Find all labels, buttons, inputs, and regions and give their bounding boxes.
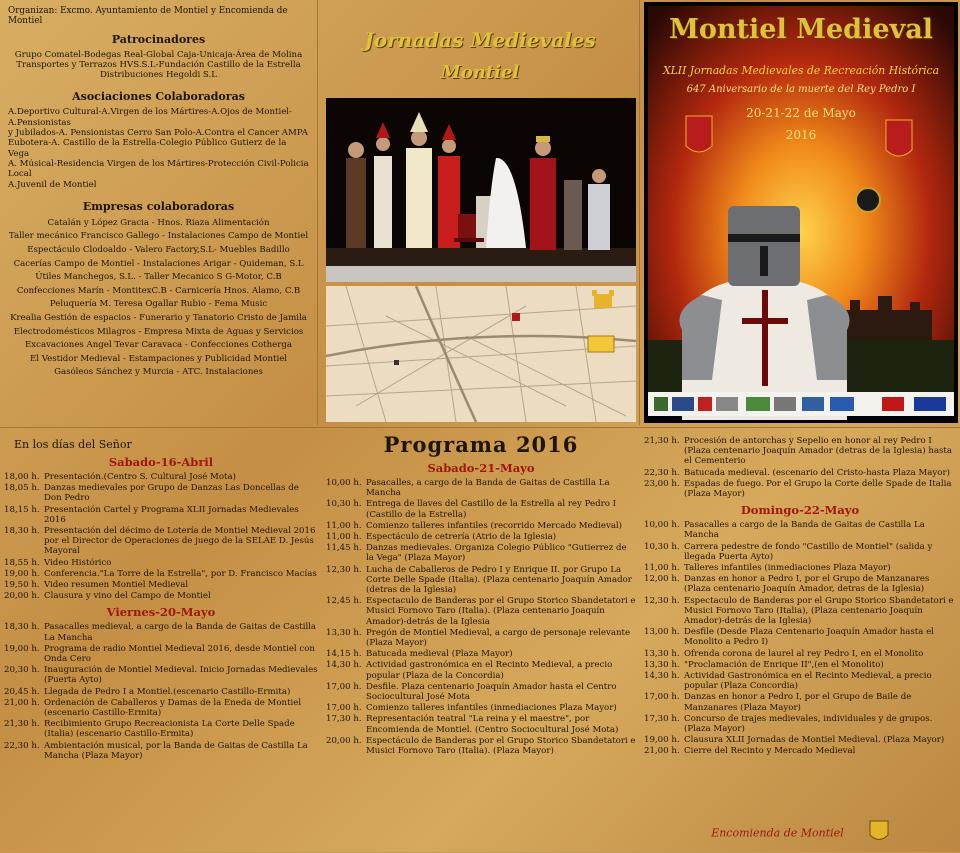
program-event (644, 436, 956, 467)
town-map (326, 286, 636, 422)
event-description: Procesión de antorchas y Sepelio en honor al rey Pedro I (Plaza centenario Joaquín Amador (detras de la Iglesia) hasta el Cementerio (684, 436, 953, 467)
event-time: 17,30 h. (644, 713, 680, 724)
program-event (644, 660, 956, 670)
event-description: Lucha de Caballeros de Pedro I y Enrique II. por Grupo La Corte Delle Spade (Italia). (Plaza centenario Joaquín Amador (detras de la Iglesia) (366, 564, 632, 596)
event-description: Pasacalles a cargo de la Banda de Gaitas de Castilla La Mancha (684, 520, 925, 541)
list-line: A.Juvenil de Montiel (8, 179, 97, 190)
program-event (644, 746, 956, 756)
event-description: Espadas de fuego. Por el Grupo la Corte delle Spade de Italia (Plaza Mayor) (684, 478, 952, 500)
empresas-list (8, 217, 309, 380)
theatre-photo (326, 98, 636, 282)
event-description: Programa de radio Montiel Medieval 2016, desde Montiel con Onda Cero (44, 643, 315, 665)
program-event (644, 671, 956, 691)
event-description: Danzas en honor a Pedro I, por el Grupo de Manzanares (Plaza centenario Joaquín Amador, detras de la Iglesia) (684, 574, 930, 595)
list-line: y Jubilados-A. Pensionistas Cerro San Polo-A.Contra el Cancer AMPA (8, 128, 308, 139)
event-time: 18,15 h. (4, 504, 40, 515)
program-event (326, 649, 636, 659)
event-description: "Proclamación de Enrique II",(en el Monolito) (684, 659, 884, 670)
event-description: Espectáculo de cetrería (Atrio de la Iglesia) (366, 532, 557, 543)
program-event (326, 543, 636, 563)
map-label-box (588, 336, 614, 352)
program-event (644, 596, 956, 627)
program-event (4, 505, 318, 525)
poster-title: Montiel Medieval (669, 14, 933, 45)
list-line: Excavaciones Angel Tevar Caravaca - Confecciones Cotherga (25, 340, 292, 351)
program-footer: Encomienda de Montiel (711, 826, 844, 840)
event-description: Carrera pedestre de fondo "Castillo de Montiel" (salida y llegada Puerta Ayto) (684, 541, 933, 562)
organizan-line: Organizan: Excmo. Ayuntamiento de Montiel y Encomienda de Montiel (8, 6, 288, 27)
event-time: 20,00 h. (4, 591, 40, 602)
program-intro: En los días del Señor (14, 438, 132, 451)
program-event (4, 472, 318, 482)
program-event (326, 532, 636, 542)
program-event (4, 558, 318, 568)
program-event (644, 714, 956, 734)
program-event (4, 719, 318, 739)
program-event (644, 479, 956, 499)
list-line: Taller mecánico Francisco Gallego - Instalaciones Campo de Montiel (8, 231, 309, 242)
event-time: 10,00 h. (644, 520, 680, 531)
day-heading: Sabado-21-Mayo (427, 461, 535, 475)
list-line: Confecciones Marín - MontitexC.B - Carnicería Hnos. Alamo, C.B (16, 285, 301, 296)
event-description: Danzas medievales. Organiza Colegio Público "Gutierrez de la Vega" (Plaza Mayor) (366, 543, 627, 564)
event-description: Batucada medieval (Plaza Mayor) (366, 649, 513, 660)
event-time: 11,00 h. (326, 532, 362, 543)
event-description: Pregón de Montiel Medieval, a cargo de personaje relevante (Plaza Mayor) (366, 627, 631, 649)
event-time: 23,00 h. (644, 478, 680, 489)
program-event (326, 703, 636, 713)
event-time: 22,30 h. (644, 467, 680, 478)
event-description: Video Histórico (44, 557, 112, 568)
event-description: Ordenación de Caballeros y Damas de la Eneda de Montiel (escenario Castillo-Ermita) (44, 697, 302, 719)
event-description: Batucada medieval. (escenario del Cristo-hasta Plaza Mayor) (684, 467, 950, 478)
program-event (4, 665, 318, 685)
event-time: 21,30 h. (644, 436, 680, 446)
list-line: Peluquería M. Teresa Ogallar Rubio - Fema Music (49, 299, 268, 310)
event-time: 17,00 h. (326, 703, 362, 714)
event-time: 20,30 h. (4, 665, 40, 676)
event-description: Clausura XLII Jornadas de Montiel Medieval. (Plaza Mayor) (684, 735, 945, 746)
event-description: Actividad Gastronómica en el Recinto Medieval, a precio popular (Plaza Concordia) (684, 671, 932, 692)
day-list-col3 (644, 428, 956, 757)
event-time: 11,00 h. (326, 520, 362, 531)
event-description: Clausura y vino del Campo de Montiel (44, 591, 211, 602)
event-time: 18,30 h. (4, 526, 40, 537)
program-event (326, 736, 636, 756)
event-time: 13,30 h. (644, 648, 680, 659)
list-line: Transportes y Terrazos HVS.S.L-Fundación Castillo de la Estrella (16, 59, 301, 70)
day-heading: Domingo-22-Mayo (740, 503, 860, 518)
poster-panel (642, 0, 960, 425)
program-event (644, 468, 956, 478)
day-list-col2 (326, 461, 636, 756)
program-event (326, 596, 636, 627)
program-event (644, 574, 956, 594)
list-line: Electrodomésticos Milagros - Empresa Mixta de Aguas y Servicios (13, 326, 304, 337)
jornadas-title: Jornadas Medievales (364, 28, 596, 52)
event-description: Recibimiento Grupo Recreacionista La Corte Delle Spade (Italia) (escenario Castillo-Ermita) (44, 719, 295, 740)
program-column-1 (0, 428, 322, 853)
event-time: 10,30 h. (644, 541, 680, 552)
event-description: Presentación.(Centro S. Cultural José Mota) (44, 472, 236, 482)
list-line: Catalán y López Gracia - Hnos. Riaza Alimentación (47, 217, 270, 228)
program-event (326, 628, 636, 648)
event-description: Espectaculo de Banderas por el Grupo Storico Sbandetatori e Musici Fornovo Taro (Italia), (Plaza centenario Joaquín Amador)-detrás de la Iglesia) (684, 595, 954, 627)
event-time: 13,00 h. (644, 627, 680, 638)
event-time: 14,30 h. (326, 660, 362, 671)
program-event (4, 526, 318, 557)
event-time: 21,30 h. (4, 719, 40, 730)
program-event (326, 682, 636, 702)
program-event (326, 714, 636, 734)
event-description: Desfile (Desde Plaza Centenario Joaquín Amador hasta el Monolito a Pedro I) (684, 627, 934, 648)
list-line: Útiles Manchegos, S.L. - Taller Mecanico S G-Motor, C.B (35, 272, 282, 283)
event-time: 21,00 h. (644, 746, 680, 757)
event-time: 10,30 h. (326, 499, 362, 510)
event-description: Pasacalles, a cargo de la Banda de Gaitas de Castilla La Mancha (366, 478, 610, 499)
poster-year: 2016 (785, 128, 817, 142)
event-description: Inauguración de Montiel Medieval. Inicio Jornadas Medievales (Puerta Ayto) (44, 665, 318, 686)
list-line: Grupo Comatel-Bodegas Real-Global Caja-Unicaja-Área de Molina (14, 49, 303, 60)
event-description: Talleres infantiles (inmediaciones Plaza Mayor) (684, 563, 891, 574)
event-time: 18,30 h. (4, 622, 40, 633)
event-time: 13,30 h. (326, 627, 362, 638)
program-column-2 (322, 428, 640, 853)
program-event (326, 521, 636, 531)
event-time: 12,00 h. (644, 574, 680, 585)
day-list-col1 (4, 455, 318, 761)
event-description: Actividad gastronómica en el Recinto Medieval, a precio popular (Plaza de la Concordia) (366, 660, 613, 681)
poster-line1: XLII Jornadas Medievales de Recreación Histórica (662, 64, 940, 77)
poster-dates: 20-21-22 de Mayo (746, 106, 856, 120)
event-time: 20,00 h. (326, 735, 362, 746)
program-event (644, 735, 956, 745)
list-line: Gasóleos Sánchez y Murcia - ATC. Instalaciones (54, 367, 263, 378)
event-description: Presentación del décimo de Lotería de Montiel Medieval 2016 por el Director de Operaciones de juego de la SELAE D. Jesús Mayoral (44, 526, 316, 557)
program-event (644, 563, 956, 573)
event-description: Entrega de llaves del Castillo de la Estrella al rey Pedro I (Castillo de la Estrella) (366, 499, 616, 520)
empresas-title: Empresas colaboradoras (82, 199, 235, 213)
event-time: 20,45 h. (4, 686, 40, 697)
event-description: Pasacalles medieval, a cargo de la Banda de Gaitas de Castilla La Mancha (44, 622, 317, 643)
program-event (644, 627, 956, 647)
patrocinadores-title: Patrocinadores (111, 32, 206, 46)
program-event (4, 698, 318, 718)
list-line: Espectáculo Clodoaldo - Valero Factory,S.L- Muebles Badillo (27, 245, 290, 256)
program-event (326, 565, 636, 596)
list-line: A. Músical-Residencia Virgen de los Mártires-Protección Civil-Policia Local (8, 158, 309, 180)
photo-map-panel (320, 0, 640, 425)
program-event (326, 660, 636, 680)
list-line: A.Deportivo Cultural-A.Virgen de los Mártires-A.Ojos de Montiel-A.Pensionistas (8, 107, 292, 128)
list-line: Cacerías Campo de Montiel - Instalaciones Arigar - Quideman, S.L (13, 258, 304, 269)
program-column-3 (640, 428, 960, 853)
castle-silhouette (842, 296, 932, 340)
event-description: Espectaculo de Banderas por el Grupo Storico Sbandetatori e Musici Fornovo Taro (Italia). (Plaza centenario Joaquín Amador)-detrás de la Iglesia (366, 596, 636, 627)
program-event (644, 520, 956, 540)
emblem-icon (856, 188, 880, 212)
list-line: Eubotera-A. Castillo de la Estrella-Colegio Público Gutierz de la Vega (8, 138, 287, 159)
poster-line2: 647 Aniversario de la muerte del Rey Pedro I (686, 84, 916, 95)
event-time: 10,00 h. (326, 478, 362, 488)
event-description: Cierre del Recinto y Mercado Medieval (684, 746, 856, 757)
event-description: Ofrenda corona de laurel al rey Pedro I, en el Monolito (684, 648, 924, 659)
program-event (4, 483, 318, 503)
day-heading: Sabado-16-Abril (108, 455, 214, 469)
event-description: Conferencia."La Torre de la Estrella", por D. Francisco Macías (44, 568, 317, 579)
sponsors-panel (0, 0, 318, 425)
event-description: Concurso de trajes medievales, individuales y de grupos. (Plaza Mayor) (684, 713, 933, 735)
asociaciones-title: Asociaciones Colaboradoras (72, 90, 245, 104)
program-event (326, 478, 636, 498)
event-description: Comienzo talleres infantiles (inmediaciones Plaza Mayor) (366, 703, 617, 714)
jornadas-subtitle: Montiel (440, 62, 520, 83)
map-marker (512, 313, 520, 321)
program-event (644, 692, 956, 712)
program-event (644, 649, 956, 659)
event-time: 14,30 h. (644, 671, 680, 682)
event-time: 12,45 h. (326, 596, 362, 607)
event-time: 13,30 h. (644, 659, 680, 670)
event-description: Representación teatral "La reina y el maestre", por Encomienda de Montiel. (Centro Sociocultural José Mota) (366, 714, 619, 735)
event-time: 19,00 h. (644, 735, 680, 746)
program-event (4, 580, 318, 590)
program-section (0, 427, 960, 853)
program-event (4, 644, 318, 664)
event-description: Danzas medievales por Grupo de Danzas Las Doncellas de Don Pedro (44, 483, 299, 504)
event-time: 14,15 h. (326, 649, 362, 660)
event-description: Desfile. Plaza centenario Joaquín Amador hasta el Centro Sociocultural José Mota (366, 681, 617, 703)
asociaciones-list (8, 107, 309, 189)
event-time: 19,50 h. (4, 580, 40, 591)
event-description: Video resumen Montiel Medieval (44, 580, 189, 591)
event-time: 18,00 h. (4, 472, 40, 482)
program-event (326, 499, 636, 519)
event-time: 19,00 h. (4, 643, 40, 654)
list-line: Distribuciones Hegoldi S.L (100, 70, 217, 81)
event-time: 18,55 h. (4, 557, 40, 568)
event-time: 17,00 h. (326, 681, 362, 692)
event-description: Llegada de Pedro I a Montiel.(escenario Castillo-Ermita) (44, 686, 291, 697)
program-event (4, 687, 318, 697)
patrocinadores-list (8, 50, 309, 81)
event-time: 22,30 h. (4, 740, 40, 751)
event-description: Ambientación musical, por la Banda de Gaitas de Castilla La Mancha (Plaza Mayor) (44, 740, 308, 761)
event-time: 17,30 h. (326, 714, 362, 725)
event-description: Presentación Cartel y Programa XLII Jornadas Medievales 2016 (44, 504, 299, 525)
event-time: 19,00 h. (4, 568, 40, 579)
event-description: Espectáculo de Banderas por el Grupo Storico Sbandetatori e Musici Fornovo Taro (Italia). (Plaza Mayor) (366, 735, 636, 757)
footer-shield-icon (869, 820, 889, 844)
list-line: Krealia Gestión de espacios - Funerario y Tanatorio Cristo de Jamila (10, 313, 307, 324)
event-time: 17,00 h. (644, 692, 680, 703)
program-event (4, 591, 318, 601)
event-description: Danzas en honor a Pedro I, por el Grupo de Baile de Manzanares (Plaza Mayor) (684, 692, 912, 713)
program-event (4, 569, 318, 579)
event-time: 18,05 h. (4, 483, 40, 494)
event-time: 12,30 h. (326, 564, 362, 575)
event-time: 21,00 h. (4, 697, 40, 708)
event-time: 11,45 h. (326, 543, 362, 554)
event-time: 12,30 h. (644, 595, 680, 606)
list-line: El Vestidor Medieval - Estampaciones y Publicidad Montiel (29, 353, 288, 364)
event-description: Comienzo talleres infantiles (recorrido Mercado Medieval) (366, 520, 623, 531)
day-heading: Viernes-20-Mayo (106, 605, 216, 620)
event-time: 11,00 h. (644, 563, 680, 574)
program-event (4, 741, 318, 761)
program-event (4, 622, 318, 642)
program-event (644, 542, 956, 562)
program-title: Programa 2016 (383, 432, 579, 457)
